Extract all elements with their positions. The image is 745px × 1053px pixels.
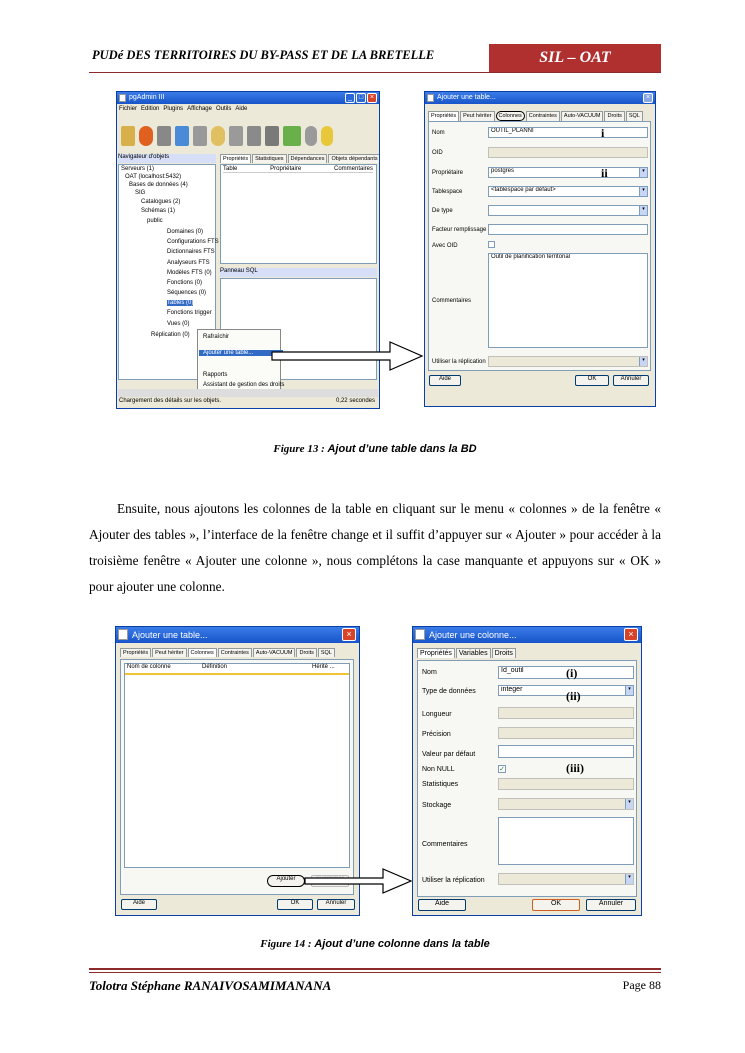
properties-icon[interactable] bbox=[175, 126, 189, 146]
scrollbar[interactable] bbox=[118, 389, 378, 397]
status-text: Chargement des détails sur les objets. bbox=[119, 398, 222, 404]
tab-properties[interactable]: Propriétés bbox=[120, 648, 151, 657]
pgadmin-title: pgAdmin III bbox=[129, 94, 165, 101]
chevron-down-icon[interactable]: ▾ bbox=[639, 187, 647, 196]
bulb-icon[interactable] bbox=[305, 126, 317, 146]
menu-tools[interactable]: Outils bbox=[215, 106, 232, 112]
tab-properties[interactable]: Propriétés bbox=[428, 111, 459, 121]
close-icon[interactable]: × bbox=[624, 628, 638, 641]
column-properties-form bbox=[417, 660, 637, 897]
tree-node-server[interactable]: OAT (localhost:5432) bbox=[125, 174, 182, 180]
figure-13-caption-prefix: Figure 13 : bbox=[273, 443, 328, 455]
elephant-icon bbox=[119, 94, 126, 102]
refresh-icon[interactable] bbox=[139, 126, 153, 146]
tablespace-select[interactable] bbox=[488, 186, 648, 197]
close-icon[interactable]: × bbox=[342, 628, 356, 641]
footer-rule bbox=[89, 968, 661, 970]
tablespace-value: <tablespace par défaut> bbox=[491, 187, 556, 193]
owner-value: postgres bbox=[491, 168, 515, 174]
tab-privileges[interactable]: Droits bbox=[604, 111, 624, 121]
column-name-input[interactable]: Id_outil bbox=[498, 666, 634, 679]
body-paragraph: Ensuite, nous ajoutons les colonnes de la table en cliquant sur le menu « colonnes » de la fenêtre « Ajouter des tables », l’interface de la fenêtre change et il suffit d’appuyer sur « Ajouter » pour accéder à la troisième fenêtre « Ajouter une colonne », nous complétons la case manquante et appuyons sur « OK » pour ajouter une colonne. bbox=[89, 501, 661, 594]
table-icon bbox=[427, 94, 434, 102]
add-table-dialog bbox=[424, 91, 656, 407]
pgadmin-titlebar bbox=[117, 92, 379, 104]
properties-tabs bbox=[220, 154, 380, 163]
tree-node-fts-config[interactable]: Configurations FTS bbox=[167, 239, 219, 245]
tree-node-public[interactable]: public bbox=[147, 218, 163, 224]
menu-view[interactable]: Affichage bbox=[187, 106, 212, 112]
tab-autovacuum[interactable]: Auto-VACUUM bbox=[561, 111, 604, 121]
menu-edit[interactable]: Edition bbox=[141, 106, 160, 112]
columns-tab-panel bbox=[120, 659, 354, 895]
tree-node-trigger-functions[interactable]: Fonctions trigger bbox=[167, 310, 212, 316]
columns-list[interactable] bbox=[124, 663, 350, 868]
columns-header bbox=[125, 664, 349, 675]
default-value-input[interactable] bbox=[498, 745, 634, 758]
figure-13-caption bbox=[89, 443, 661, 455]
grid-icon[interactable] bbox=[229, 126, 243, 146]
trash-icon[interactable] bbox=[193, 126, 207, 146]
tree-node-fts-templates[interactable]: Modèles FTS (0) bbox=[167, 270, 212, 276]
not-null-checkbox[interactable]: ✓ bbox=[499, 766, 505, 773]
label-with-oid: Avec OID bbox=[432, 243, 458, 249]
ok-button[interactable]: OK bbox=[575, 375, 609, 386]
ctx-add-table[interactable]: Ajouter une table... bbox=[199, 350, 283, 356]
sql-icon[interactable] bbox=[211, 126, 225, 146]
browser-title: Navigateur d'objets bbox=[118, 154, 216, 163]
chevron-down-icon[interactable]: ▾ bbox=[639, 168, 647, 177]
ctx-reports[interactable]: Rapports bbox=[203, 372, 228, 378]
add-column-title: Ajouter une colonne... bbox=[429, 630, 517, 640]
col-inherited[interactable]: Hérité ... bbox=[312, 664, 335, 670]
menu-plugins[interactable]: Plugins bbox=[163, 106, 184, 112]
tab-inherits[interactable]: Peut hériter bbox=[152, 648, 186, 657]
tab-sql[interactable]: SQL bbox=[318, 648, 335, 657]
filter-icon[interactable] bbox=[247, 126, 261, 146]
label-name: Nom bbox=[422, 669, 437, 676]
chevron-down-icon[interactable]: ▾ bbox=[625, 686, 633, 695]
plugin-icon[interactable] bbox=[283, 126, 301, 146]
tree-node-schemas[interactable]: Schémas (1) bbox=[141, 208, 176, 214]
tree-node-fts-parsers[interactable]: Analyseurs FTS bbox=[167, 260, 210, 266]
label-comments: Commentaires bbox=[432, 298, 472, 304]
figure-13-caption-text: Ajout d’une table dans la BD bbox=[327, 443, 477, 455]
oid-field bbox=[488, 147, 648, 158]
tab-inherits[interactable]: Peut hériter bbox=[460, 111, 494, 121]
replication-select[interactable] bbox=[498, 873, 634, 885]
add-table-tabs bbox=[120, 648, 335, 657]
length-input[interactable] bbox=[498, 707, 634, 719]
label-not-null: Non NULL bbox=[422, 766, 455, 773]
header-badge: SIL – OAT bbox=[489, 44, 661, 72]
add-table-titlebar bbox=[425, 92, 655, 104]
mark-ii: ii bbox=[601, 166, 608, 180]
tab-columns[interactable]: Colonnes bbox=[188, 648, 217, 657]
add-table-title: Ajouter une table... bbox=[132, 630, 208, 640]
label-tablespace: Tablespace bbox=[432, 189, 463, 195]
cancel-button[interactable]: Annuler bbox=[586, 899, 636, 911]
tree-node-catalogs[interactable]: Catalogues (2) bbox=[141, 199, 181, 205]
tab-privileges[interactable]: Droits bbox=[296, 648, 316, 657]
label-owner: Propriétaire bbox=[432, 170, 464, 176]
cancel-button[interactable]: Annuler bbox=[317, 899, 355, 910]
tab-sql[interactable]: SQL bbox=[626, 111, 643, 121]
figure-14-caption bbox=[89, 938, 661, 950]
tree-node-domains[interactable]: Domaines (0) bbox=[167, 229, 204, 235]
of-type-select[interactable] bbox=[488, 205, 648, 216]
wrench-icon[interactable] bbox=[265, 126, 279, 146]
col-definition[interactable]: Définition bbox=[202, 664, 228, 670]
label-data-type: Type de données bbox=[422, 688, 476, 695]
close-icon[interactable]: × bbox=[643, 93, 653, 103]
add-column-button[interactable]: Ajouter bbox=[267, 875, 305, 887]
add-table-titlebar bbox=[116, 627, 359, 643]
tab-privileges[interactable]: Droits bbox=[492, 648, 516, 658]
tree-node-functions[interactable]: Fonctions (0) bbox=[167, 280, 203, 286]
header-title: PUDé DES TERRITOIRES DU BY-PASS ET DE LA BRETELLE bbox=[92, 48, 435, 62]
label-fill-factor: Facteur remplissage bbox=[432, 227, 487, 233]
tab-variables[interactable]: Variables bbox=[456, 648, 491, 658]
replication-select[interactable] bbox=[488, 356, 648, 367]
col-owner[interactable]: Propriétaire bbox=[270, 166, 302, 172]
col-table[interactable]: Table bbox=[223, 166, 238, 172]
tab-columns[interactable]: Colonnes bbox=[496, 111, 525, 121]
label-oid: OID bbox=[432, 150, 443, 156]
label-statistics: Statistiques bbox=[422, 781, 459, 788]
drop-icon[interactable] bbox=[157, 126, 171, 146]
tab-properties[interactable]: Propriétés bbox=[220, 154, 251, 163]
tree-node-servers[interactable]: Serveurs (1) bbox=[121, 166, 155, 172]
question-icon[interactable] bbox=[321, 126, 333, 146]
chevron-down-icon[interactable]: ▾ bbox=[639, 206, 647, 215]
label-precision: Précision bbox=[422, 731, 451, 738]
add-column-dialog bbox=[412, 626, 642, 916]
properties-form bbox=[428, 121, 651, 371]
mark-i: (i) bbox=[566, 666, 578, 680]
tree-node-tables[interactable]: Tables (0) bbox=[167, 300, 194, 306]
tree-node-databases[interactable]: Bases de données (4) bbox=[129, 182, 188, 188]
mark-iii: (iii) bbox=[566, 761, 584, 775]
context-menu bbox=[197, 329, 285, 395]
fill-factor-input[interactable] bbox=[488, 224, 648, 235]
page-number: Page 88 bbox=[622, 978, 661, 992]
ctx-grant-wizard[interactable]: Assistant de gestion des droits bbox=[203, 382, 285, 388]
col-name[interactable]: Nom de colonne bbox=[127, 664, 171, 670]
comments-textarea[interactable]: Outil de planification territorial bbox=[488, 253, 648, 348]
ok-button[interactable]: OK bbox=[532, 899, 580, 911]
chevron-down-icon[interactable]: ▾ bbox=[625, 799, 633, 809]
minimize-icon[interactable]: _ bbox=[345, 93, 355, 103]
ctx-refresh[interactable]: Rafraîchir bbox=[203, 334, 230, 340]
mark-i: i bbox=[601, 126, 605, 140]
header-rule bbox=[89, 72, 661, 73]
ok-button[interactable]: OK bbox=[277, 899, 313, 910]
tree-node-sequences[interactable]: Séquences (0) bbox=[167, 290, 207, 296]
statistics-input[interactable] bbox=[498, 778, 634, 790]
column-icon bbox=[415, 629, 425, 640]
close-icon[interactable]: × bbox=[367, 93, 377, 103]
data-type-value: integer bbox=[501, 686, 523, 693]
storage-select[interactable] bbox=[498, 798, 634, 810]
footer-rule-thin bbox=[89, 972, 661, 973]
menu-help[interactable]: Aide bbox=[235, 106, 248, 112]
name-input[interactable]: OUTIL_PLANNI bbox=[488, 127, 648, 138]
table-icon bbox=[118, 629, 128, 640]
menu-file[interactable]: Fichier bbox=[119, 106, 138, 112]
tab-dependencies[interactable]: Dépendances bbox=[288, 154, 328, 163]
label-name: Nom bbox=[432, 130, 445, 136]
toolbar bbox=[121, 126, 333, 146]
with-oid-checkbox[interactable] bbox=[488, 241, 495, 248]
help-button[interactable]: Aide bbox=[429, 375, 461, 386]
tab-properties[interactable]: Propriétés bbox=[417, 648, 455, 658]
label-of-type: De type bbox=[432, 208, 453, 214]
plug-icon[interactable] bbox=[121, 126, 135, 146]
figure-14-caption-text: Ajout d’une colonne dans la table bbox=[314, 938, 490, 950]
properties-header bbox=[223, 166, 373, 173]
add-table-tabs bbox=[428, 111, 643, 121]
label-replication: Utiliser la réplication bbox=[422, 877, 485, 884]
chevron-down-icon[interactable]: ▾ bbox=[639, 357, 647, 366]
arrow-fig14 bbox=[303, 866, 415, 896]
tab-autovacuum[interactable]: Auto-VACUUM bbox=[253, 648, 296, 657]
mark-ii: (ii) bbox=[566, 689, 581, 703]
tab-statistics[interactable]: Statistiques bbox=[252, 154, 286, 163]
label-comments: Commentaires bbox=[422, 841, 468, 848]
tree-node-db[interactable]: SIG bbox=[135, 190, 146, 196]
help-button[interactable]: Aide bbox=[418, 899, 466, 911]
label-default: Valeur par défaut bbox=[422, 751, 476, 758]
add-table-title: Ajouter une table... bbox=[437, 94, 496, 101]
status-time: 0,22 secondes bbox=[335, 398, 375, 404]
column-comments-textarea[interactable] bbox=[498, 817, 634, 865]
tree-node-views[interactable]: Vues (0) bbox=[167, 321, 190, 327]
tab-dependents[interactable]: Objets dépendants bbox=[328, 154, 380, 163]
arrow-fig13 bbox=[270, 338, 430, 372]
menu-bar bbox=[119, 106, 247, 112]
footer-author: Tolotra Stéphane RANAIVOSAMIMANANA bbox=[89, 978, 332, 993]
label-length: Longueur bbox=[422, 711, 452, 718]
cancel-button[interactable]: Annuler bbox=[613, 375, 649, 386]
label-storage: Stockage bbox=[422, 802, 452, 809]
col-comments[interactable]: Commentaires bbox=[333, 166, 373, 172]
chevron-down-icon[interactable]: ▾ bbox=[625, 874, 633, 884]
sql-panel-title: Panneau SQL bbox=[220, 268, 377, 277]
figure-14-caption-prefix: Figure 14 : bbox=[260, 938, 315, 950]
label-replication: Utiliser la réplication bbox=[432, 359, 486, 365]
tree-node-replication[interactable]: Réplication (0) bbox=[151, 332, 190, 338]
tab-constraints[interactable]: Contraintes bbox=[218, 648, 252, 657]
precision-input[interactable] bbox=[498, 727, 634, 739]
help-button[interactable]: Aide bbox=[121, 899, 157, 910]
tree-node-fts-dict[interactable]: Dictionnaires FTS bbox=[167, 249, 215, 255]
properties-list bbox=[220, 164, 377, 264]
tab-constraints[interactable]: Contraintes bbox=[526, 111, 560, 121]
owner-select[interactable] bbox=[488, 167, 648, 178]
add-column-titlebar bbox=[413, 627, 641, 643]
add-column-tabs bbox=[417, 648, 516, 658]
maximize-icon[interactable]: □ bbox=[356, 93, 366, 103]
